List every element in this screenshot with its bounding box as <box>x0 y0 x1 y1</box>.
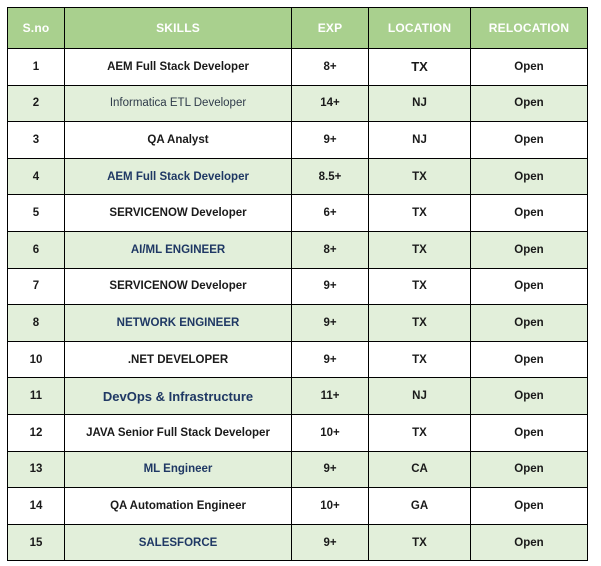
table-row <box>8 85 588 122</box>
cell-skill: QA Analyst <box>65 122 292 159</box>
table-header <box>8 8 588 49</box>
cell-exp: 9+ <box>292 305 369 342</box>
cell-exp: 9+ <box>292 268 369 305</box>
table-body <box>8 49 588 561</box>
table-row <box>8 341 588 378</box>
cell-relocation: Open <box>471 231 588 268</box>
cell-skill: SERVICENOW Developer <box>65 268 292 305</box>
cell-exp: 9+ <box>292 524 369 561</box>
cell-location: NJ <box>369 378 471 415</box>
cell-sno: 13 <box>8 451 65 488</box>
cell-location: TX <box>369 49 471 86</box>
cell-sno: 11 <box>8 378 65 415</box>
cell-exp: 6+ <box>292 195 369 232</box>
cell-location: NJ <box>369 85 471 122</box>
cell-exp: 10+ <box>292 488 369 525</box>
table-row <box>8 524 588 561</box>
cell-location: TX <box>369 414 471 451</box>
cell-sno: 6 <box>8 231 65 268</box>
table-row <box>8 195 588 232</box>
cell-relocation: Open <box>471 158 588 195</box>
cell-location: TX <box>369 524 471 561</box>
table-row <box>8 451 588 488</box>
cell-skill: NETWORK ENGINEER <box>65 305 292 342</box>
cell-exp: 9+ <box>292 451 369 488</box>
cell-location: GA <box>369 488 471 525</box>
cell-exp: 9+ <box>292 341 369 378</box>
cell-skill: AEM Full Stack Developer <box>65 49 292 86</box>
cell-relocation: Open <box>471 414 588 451</box>
table-row <box>8 414 588 451</box>
cell-sno: 8 <box>8 305 65 342</box>
cell-skill: .NET DEVELOPER <box>65 341 292 378</box>
cell-relocation: Open <box>471 122 588 159</box>
cell-location: TX <box>369 231 471 268</box>
table-row <box>8 158 588 195</box>
cell-relocation: Open <box>471 305 588 342</box>
cell-relocation: Open <box>471 524 588 561</box>
cell-exp: 8.5+ <box>292 158 369 195</box>
cell-location: TX <box>369 341 471 378</box>
cell-skill: SALESFORCE <box>65 524 292 561</box>
cell-skill: AEM Full Stack Developer <box>65 158 292 195</box>
header-location: LOCATION <box>369 8 471 49</box>
cell-skill: QA Automation Engineer <box>65 488 292 525</box>
cell-sno: 3 <box>8 122 65 159</box>
table-row <box>8 305 588 342</box>
cell-exp: 8+ <box>292 49 369 86</box>
cell-exp: 9+ <box>292 122 369 159</box>
cell-skill: AI/ML ENGINEER <box>65 231 292 268</box>
header-relocation: RELOCATION <box>471 8 588 49</box>
table-row <box>8 378 588 415</box>
cell-sno: 1 <box>8 49 65 86</box>
cell-relocation: Open <box>471 341 588 378</box>
table-row <box>8 231 588 268</box>
cell-exp: 14+ <box>292 85 369 122</box>
table-container <box>7 7 588 561</box>
header-sno: S.no <box>8 8 65 49</box>
cell-relocation: Open <box>471 49 588 86</box>
cell-skill: SERVICENOW Developer <box>65 195 292 232</box>
cell-sno: 12 <box>8 414 65 451</box>
table-row <box>8 488 588 525</box>
header-row <box>8 8 588 49</box>
cell-relocation: Open <box>471 451 588 488</box>
cell-location: CA <box>369 451 471 488</box>
cell-sno: 14 <box>8 488 65 525</box>
cell-location: TX <box>369 195 471 232</box>
cell-exp: 8+ <box>292 231 369 268</box>
cell-exp: 11+ <box>292 378 369 415</box>
header-exp: EXP <box>292 8 369 49</box>
cell-sno: 4 <box>8 158 65 195</box>
header-skills: SKILLS <box>65 8 292 49</box>
cell-skill: Informatica ETL Developer <box>65 85 292 122</box>
cell-relocation: Open <box>471 85 588 122</box>
cell-sno: 10 <box>8 341 65 378</box>
table-row <box>8 122 588 159</box>
cell-skill: ML Engineer <box>65 451 292 488</box>
cell-sno: 2 <box>8 85 65 122</box>
cell-location: NJ <box>369 122 471 159</box>
cell-sno: 5 <box>8 195 65 232</box>
cell-relocation: Open <box>471 378 588 415</box>
cell-exp: 10+ <box>292 414 369 451</box>
cell-location: TX <box>369 158 471 195</box>
cell-skill: DevOps & Infrastructure <box>65 378 292 415</box>
cell-location: TX <box>369 305 471 342</box>
cell-skill: JAVA Senior Full Stack Developer <box>65 414 292 451</box>
cell-sno: 7 <box>8 268 65 305</box>
cell-relocation: Open <box>471 195 588 232</box>
cell-relocation: Open <box>471 488 588 525</box>
cell-relocation: Open <box>471 268 588 305</box>
table-row <box>8 49 588 86</box>
cell-sno: 15 <box>8 524 65 561</box>
table-row <box>8 268 588 305</box>
skills-table <box>7 7 588 561</box>
cell-location: TX <box>369 268 471 305</box>
